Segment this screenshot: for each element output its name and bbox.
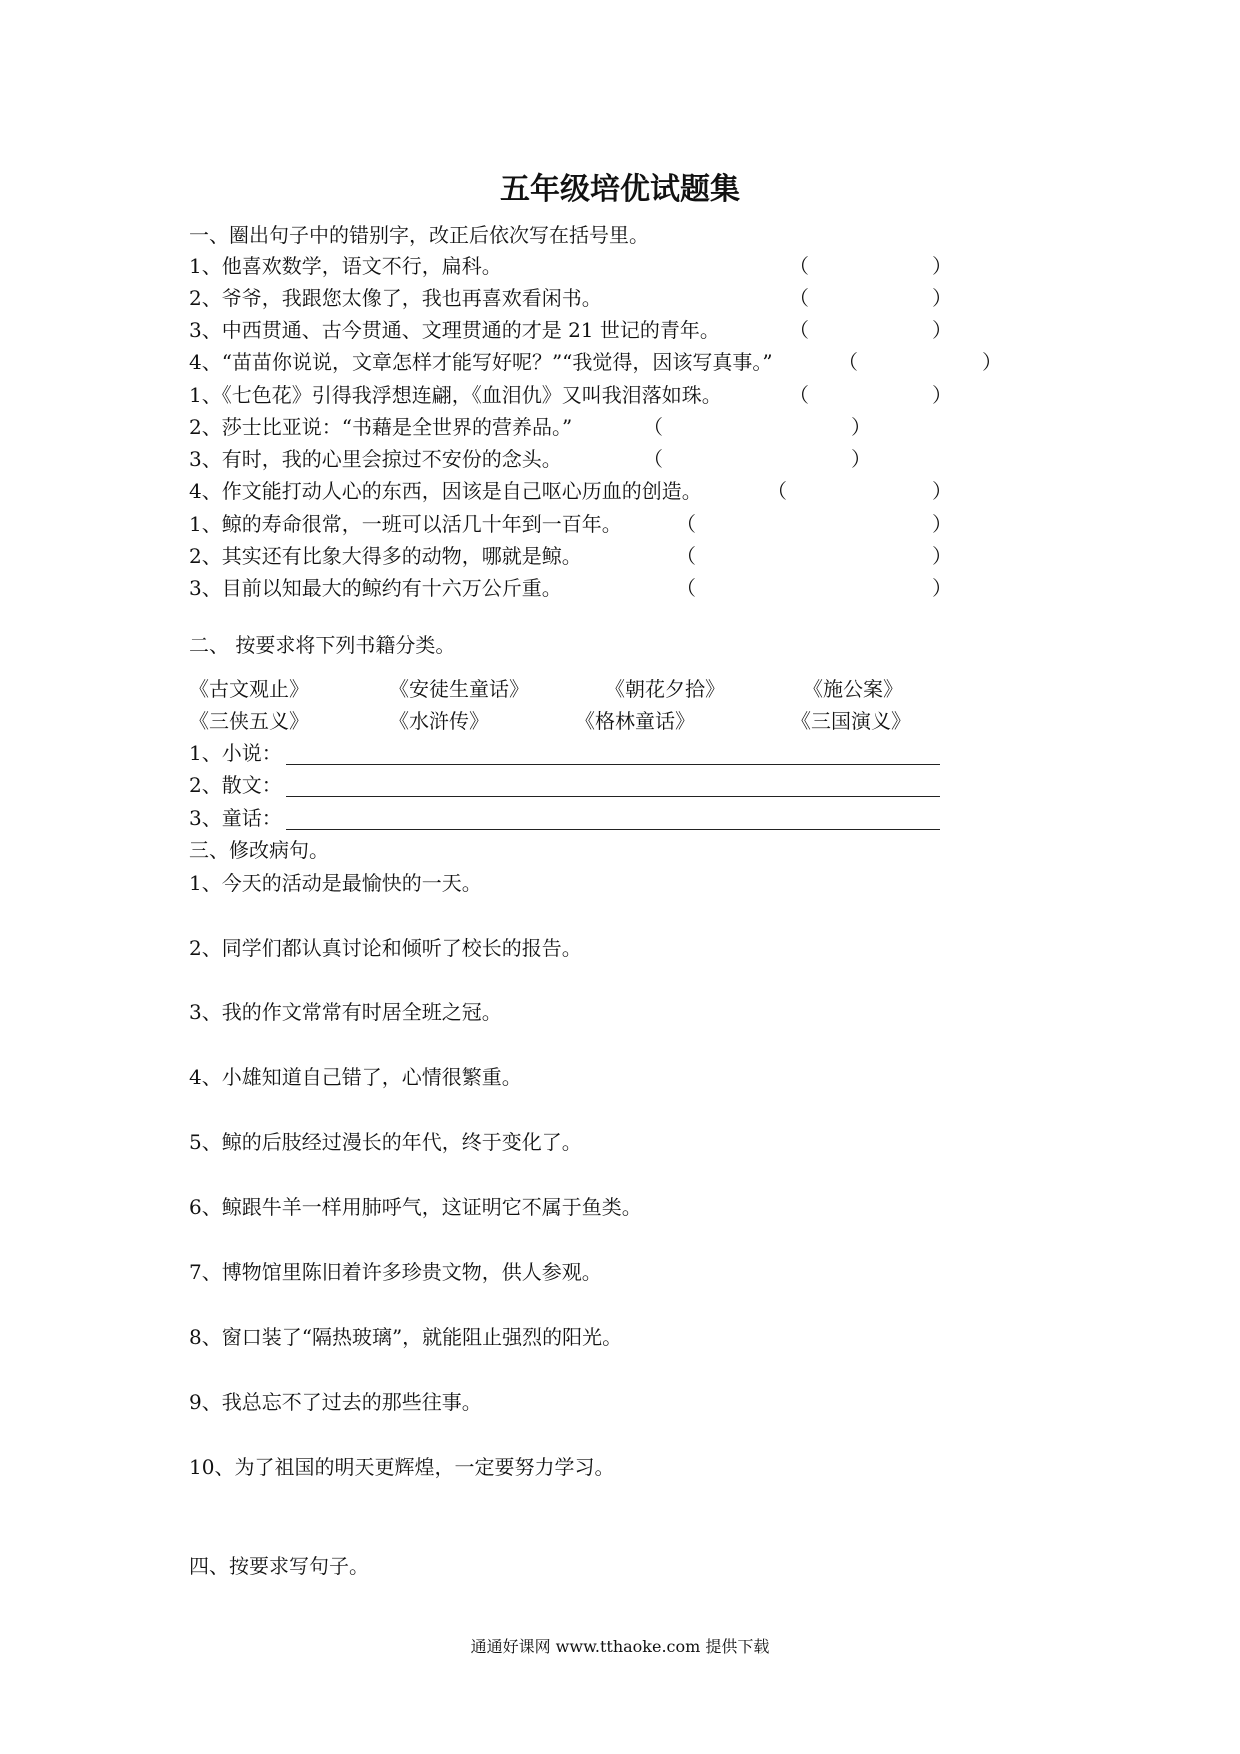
- answer-line: [286, 796, 940, 797]
- answer-paren-open: （: [676, 512, 696, 536]
- category-label: 3、童话：: [189, 806, 282, 830]
- answer-paren-close: ）: [932, 576, 952, 600]
- item-text: 3、目前以知最大的鲸约有十六万公斤重。: [189, 576, 562, 600]
- list-item: 5、鲸的后肢经过漫长的年代，终于变化了。: [189, 1130, 582, 1154]
- book-title: 《格林童话》: [575, 709, 695, 733]
- answer-paren-close: ）: [851, 447, 871, 471]
- list-item: 10、为了祖国的明天更辉煌，一定要努力学习。: [189, 1455, 615, 1479]
- book-title: 《朝花夕拾》: [605, 677, 725, 701]
- item-text: 4、“苗苗你说说，文章怎样才能写好呢？”“我觉得，因该写真事。”: [189, 350, 773, 374]
- list-item: 1、今天的活动是最愉快的一天。: [189, 871, 482, 895]
- answer-paren-open: （: [643, 415, 663, 439]
- list-item: 9、我总忘不了过去的那些往事。: [189, 1390, 482, 1414]
- answer-paren-close: ）: [982, 350, 1002, 374]
- answer-paren-close: ）: [932, 254, 952, 278]
- category-label: 2、散文：: [189, 773, 282, 797]
- answer-paren-close: ）: [932, 512, 952, 536]
- list-item: 6、鲸跟牛羊一样用肺呼气，这证明它不属于鱼类。: [189, 1195, 642, 1219]
- item-text: 2、爷爷，我跟您太像了，我也再喜欢看闲书。: [189, 286, 602, 310]
- book-title: 《施公案》: [803, 677, 903, 701]
- answer-paren-open: （: [789, 318, 809, 342]
- answer-paren-close: ）: [932, 318, 952, 342]
- item-text: 1、《七色花》引得我浮想连翩，《血泪仇》又叫我泪落如珠。: [189, 383, 722, 407]
- list-item: 4、小雄知道自己错了，心情很繁重。: [189, 1065, 522, 1089]
- book-title: 《三侠五义》: [189, 709, 309, 733]
- item-text: 1、鲸的寿命很常，一班可以活几十年到一百年。: [189, 512, 622, 536]
- answer-paren-close: ）: [851, 415, 871, 439]
- answer-paren-open: （: [643, 447, 663, 471]
- answer-paren-close: ）: [932, 479, 952, 503]
- answer-paren-open: （: [789, 383, 809, 407]
- answer-paren-open: （: [838, 350, 858, 374]
- item-text: 3、有时，我的心里会掠过不安份的念头。: [189, 447, 562, 471]
- page-title: 五年级培优试题集: [500, 172, 740, 207]
- answer-paren-close: ）: [932, 286, 952, 310]
- book-title: 《水浒传》: [389, 709, 489, 733]
- item-text: 3、中西贯通、古今贯通、文理贯通的才是 21 世记的青年。: [189, 318, 720, 342]
- list-item: 7、博物馆里陈旧着许多珍贵文物，供人参观。: [189, 1260, 602, 1284]
- section1-heading: 一、圈出句子中的错别字，改正后依次写在括号里。: [189, 223, 649, 247]
- answer-paren-close: ）: [932, 544, 952, 568]
- item-text: 2、其实还有比象大得多的动物，哪就是鲸。: [189, 544, 582, 568]
- answer-line: [286, 829, 940, 830]
- answer-paren-open: （: [676, 576, 696, 600]
- answer-paren-open: （: [789, 254, 809, 278]
- section4-heading: 四、按要求写句子。: [189, 1554, 369, 1578]
- answer-paren-open: （: [676, 544, 696, 568]
- book-title: 《古文观止》: [189, 677, 309, 701]
- page-footer: 通通好课网 www.tthaoke.com 提供下载: [470, 1637, 770, 1656]
- item-text: 1、他喜欢数学，语文不行，扁科。: [189, 254, 502, 278]
- answer-paren-open: （: [767, 479, 787, 503]
- category-label: 1、小说：: [189, 741, 282, 765]
- list-item: 2、同学们都认真讨论和倾听了校长的报告。: [189, 936, 582, 960]
- answer-paren-close: ）: [932, 383, 952, 407]
- list-item: 3、我的作文常常有时居全班之冠。: [189, 1000, 502, 1024]
- list-item: 8、窗口装了“隔热玻璃”，就能阻止强烈的阳光。: [189, 1325, 623, 1349]
- item-text: 4、作文能打动人心的东西，因该是自己呕心历血的创造。: [189, 479, 702, 503]
- book-title: 《三国演义》: [791, 709, 911, 733]
- section3-heading: 三、修改病句。: [189, 838, 329, 862]
- book-title: 《安徒生童话》: [389, 677, 529, 701]
- section2-heading: 二、 按要求将下列书籍分类。: [189, 633, 456, 657]
- item-text: 2、莎士比亚说：“书藉是全世界的营养品。”: [189, 415, 573, 439]
- answer-paren-open: （: [789, 286, 809, 310]
- answer-line: [286, 764, 940, 765]
